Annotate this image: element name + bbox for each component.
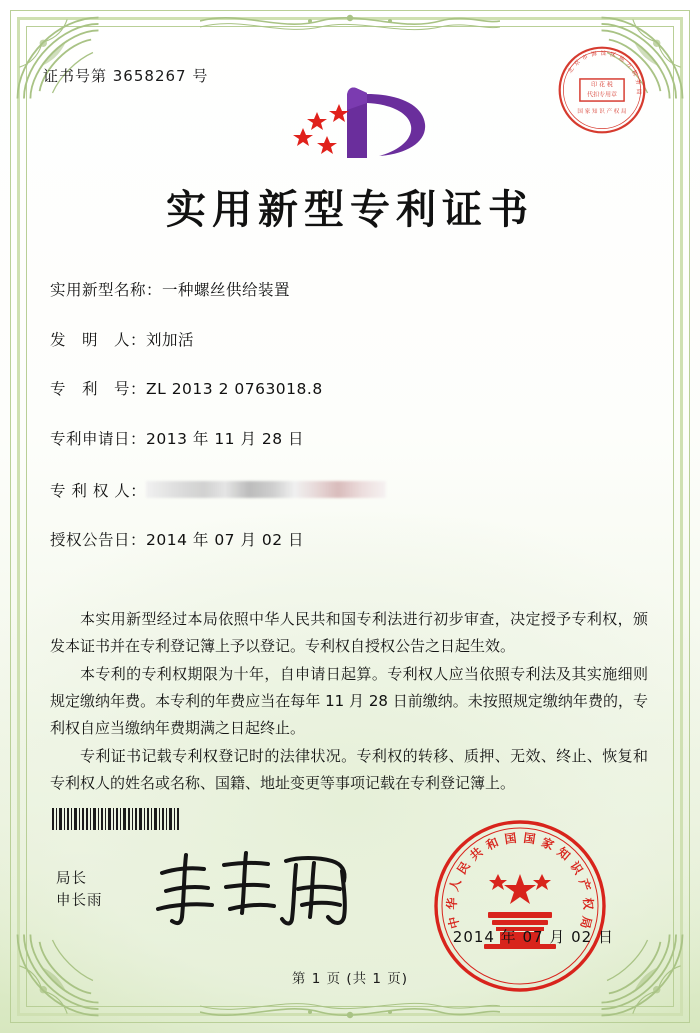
field-value: 刘加活: [146, 330, 195, 349]
svg-text:淀: 淀: [600, 50, 607, 58]
bottom-edge-ornament-icon: [200, 999, 500, 1025]
tax-stamp-seal-icon: [556, 44, 648, 136]
svg-text:务: 务: [633, 78, 641, 86]
field-label: 专 利 权 人：: [50, 481, 147, 500]
svg-text:识: 识: [567, 859, 586, 877]
handwritten-signature-icon: [146, 843, 376, 933]
field-value: 2013 年 11 月 28 日: [146, 430, 305, 449]
field-row: [50, 379, 650, 401]
svg-text:华: 华: [444, 897, 460, 910]
paragraph: 本实用新型经过本局依照中华人民共和国专利法进行初步审查，决定授予专利权，颁发本证书并在专利登记簿上予以登记。专利权自授权公告之日起生效。: [50, 610, 648, 655]
redacted-value: [146, 481, 386, 498]
svg-text:地: 地: [617, 55, 626, 64]
svg-text:国 家 知 识 产 权 局: 国 家 知 识 产 权 局: [577, 109, 627, 115]
field-value: 2014 年 07 月 02 日: [146, 531, 305, 550]
svg-text:区: 区: [609, 52, 617, 60]
svg-text:海: 海: [590, 51, 598, 59]
patent-office-logo-icon: [255, 80, 445, 166]
svg-text:知: 知: [554, 844, 573, 864]
svg-text:局: 局: [634, 88, 642, 95]
svg-text:税: 税: [629, 69, 639, 78]
svg-text:局: 局: [577, 914, 595, 930]
svg-text:权: 权: [580, 897, 596, 910]
field-row: [50, 429, 650, 451]
signature-block: [56, 868, 103, 913]
svg-text:国: 国: [503, 830, 518, 847]
svg-text:人: 人: [446, 877, 464, 893]
page-title: 实用新型专利证书: [166, 187, 534, 233]
body-paragraphs: [50, 606, 648, 799]
signature-name-label: 申长雨: [56, 893, 103, 910]
signature-role-label: 局长: [56, 871, 87, 887]
field-label: 实用新型名称：: [50, 281, 163, 299]
barcode-icon: [52, 808, 180, 830]
fields-list: [50, 280, 650, 580]
svg-text:北: 北: [567, 66, 576, 75]
paragraph: 专利证书记载专利权登记时的法律状况。专利权的转移、质押、无效、终止、恢复和专利权人的姓名或名称、国籍、地址变更等事项记载在专利登记簿上。: [50, 747, 648, 793]
svg-text:民: 民: [454, 859, 473, 877]
svg-text:产: 产: [576, 877, 594, 893]
svg-text:中: 中: [445, 914, 463, 930]
svg-text:方: 方: [624, 61, 633, 70]
field-row: [50, 280, 650, 302]
top-edge-ornament-icon: [200, 8, 500, 34]
svg-text:印 花 税: 印 花 税: [591, 81, 613, 89]
seal-date: 2014 年 07 月 02 日: [452, 928, 614, 946]
svg-text:代扣专用章: 代扣专用章: [587, 91, 617, 99]
field-value: ZL 2013 2 0763018.8: [146, 380, 323, 399]
svg-text:市: 市: [581, 53, 590, 63]
svg-text:京: 京: [573, 59, 582, 68]
paragraph: 本专利的专利权期限为十年，自申请日起算。专利权人应当依照专利法及其实施细则规定缴纳年费。本专利的年费应当在每年 11 月 28 日前缴纳。未按照规定缴纳年费的，专利权自应当缴纳年费期满之日起终止。: [50, 665, 648, 737]
certificate-number: 证书号第 3658267 号: [43, 67, 209, 85]
svg-text:家: 家: [539, 835, 556, 853]
field-row: [50, 330, 650, 352]
svg-text:共: 共: [467, 844, 486, 864]
field-label: 专 利 号：: [50, 380, 147, 399]
svg-text:国: 国: [522, 830, 537, 847]
field-value: 一种螺丝供给装置: [162, 281, 291, 299]
field-label: 发 明 人：: [50, 330, 147, 349]
page-footer: 第 1 页 (共 1 页): [291, 971, 409, 987]
field-row: [50, 530, 650, 552]
field-row-patentee: [50, 479, 650, 503]
field-label: 授权公告日：: [50, 531, 147, 550]
svg-text:和: 和: [484, 835, 501, 853]
certificate-content: [38, 38, 662, 995]
field-label: 专利申请日：: [50, 430, 147, 449]
